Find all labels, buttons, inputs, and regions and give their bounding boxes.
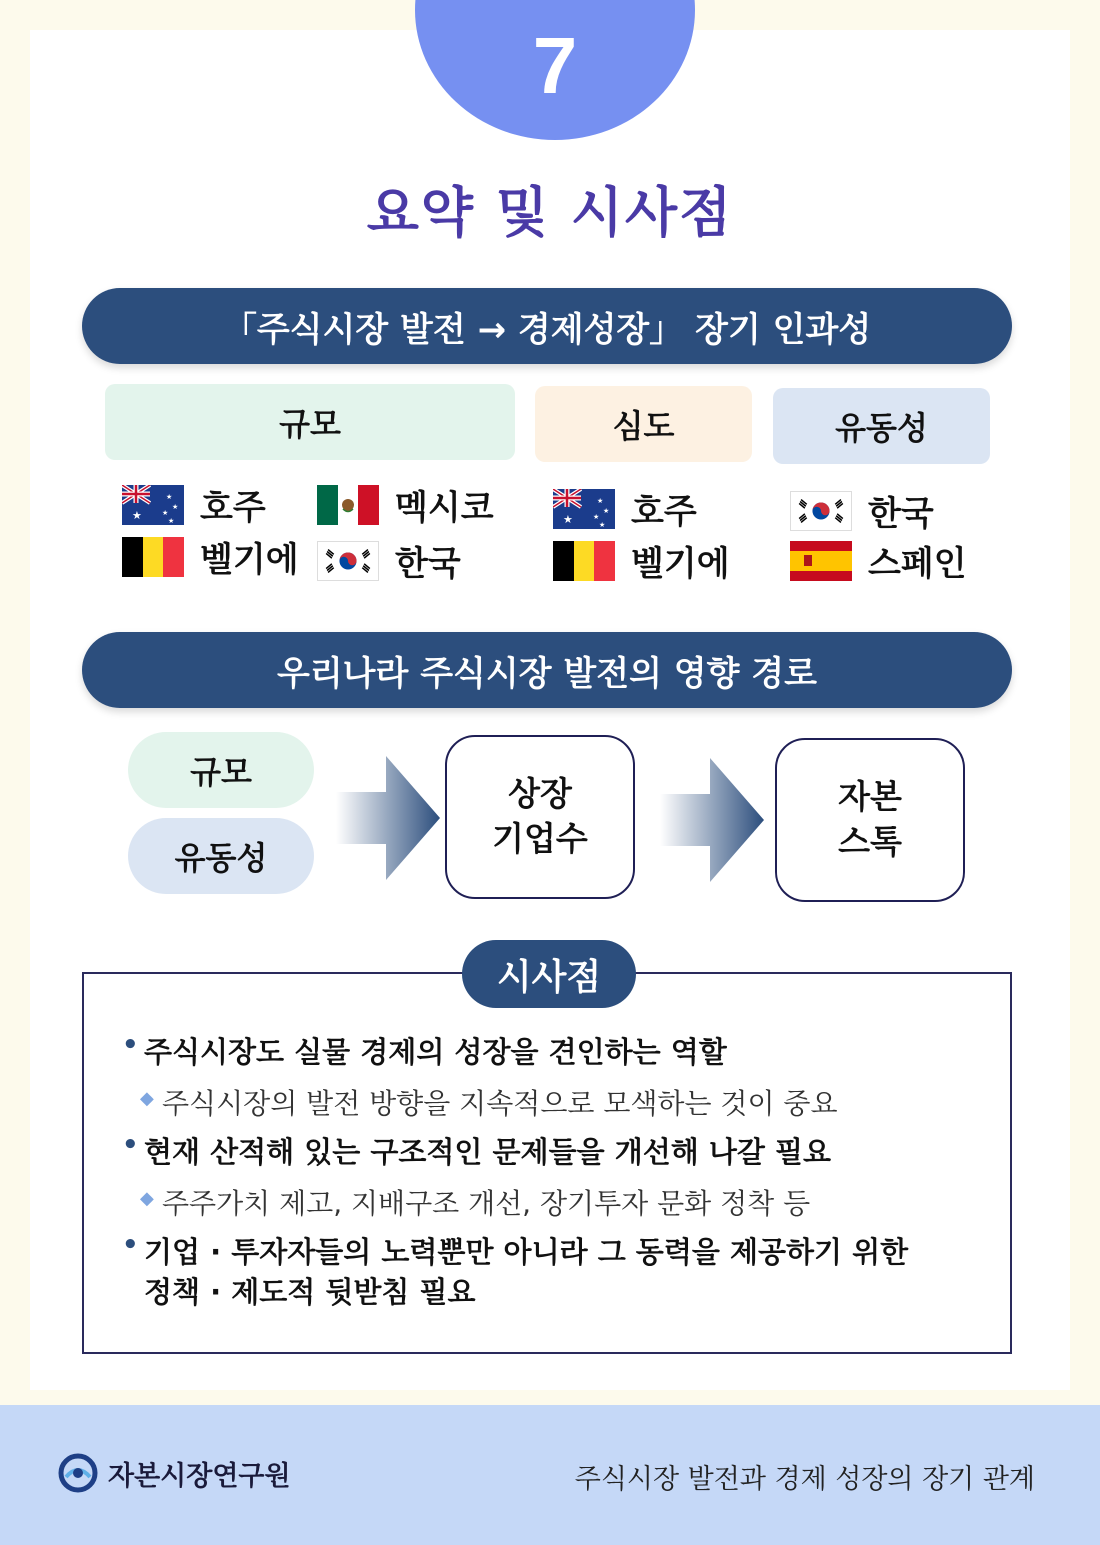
implication-sub [140,1182,810,1222]
country-label: 벨기에 [631,544,730,584]
country-belgium-scale [122,532,299,581]
bullet-text: 주식시장도 실물 경제의 성장을 견인하는 역할 [144,1035,727,1069]
country-mexico-scale [317,480,494,529]
svg-text:★: ★ [162,508,169,517]
category-liquidity: 유동성 [773,388,990,464]
footer [0,1405,1100,1545]
document-title: 주식시장 발전과 경제 성장의 장기 관계 [574,1464,1035,1495]
korea-flag-icon [790,491,852,531]
category-scale: 규모 [105,384,515,460]
listed-companies-box: 상장 기업수 [445,735,635,899]
org-name: 자본시장연구원 [108,1460,291,1492]
implications-title: 시사점 [462,940,636,1008]
input-scale: 규모 [128,732,314,808]
implication-bullet [122,1130,831,1171]
page-number: 7 [532,21,578,110]
implication-sub [140,1082,838,1122]
bullet-text: 기업 · 투자자들의 노력뿐만 아니라 그 동력을 제공하기 위한 [144,1235,909,1269]
input-liquidity: 유동성 [128,818,314,894]
australia-flag-icon [122,485,184,525]
country-label: 멕시코 [395,488,494,528]
country-label: 한국 [395,544,461,584]
page-title: 요약 및 시사점 [366,181,734,244]
svg-text:★: ★ [132,508,142,522]
country-spain-liquidity [790,536,967,585]
svg-text:★: ★ [172,502,179,511]
country-label: 스페인 [868,544,967,584]
country-label: 호주 [631,492,697,532]
country-label: 호주 [200,488,266,528]
bullet-icon: • [122,1130,139,1160]
impact-path-banner: 우리나라 주식시장 발전의 영향 경로 [82,632,1012,708]
bullet-icon: • [122,1030,139,1060]
svg-text:★: ★ [597,496,604,505]
org-logo [58,1453,291,1493]
sub-text: 주주가치 제고, 지배구조 개선, 장기투자 문화 정착 등 [162,1187,811,1220]
country-belgium-depth [553,536,730,585]
country-label: 한국 [868,494,934,534]
country-australia-depth [553,484,697,533]
sub-text: 주식시장의 발전 방향을 지속적으로 모색하는 것이 중요 [162,1087,838,1120]
mexico-flag-icon [317,485,379,525]
belgium-flag-icon [122,537,184,577]
category-depth: 심도 [535,386,752,462]
svg-text:★: ★ [563,512,573,526]
svg-text:★: ★ [168,516,175,525]
country-australia-scale [122,480,266,529]
korea-flag-icon [317,541,379,581]
diamond-icon: ◆ [140,1088,154,1109]
implication-bullet-continuation: 정책 · 제도적 뒷받침 필요 [144,1275,476,1309]
country-korea-scale [317,536,461,585]
spain-flag-icon [790,541,852,581]
country-korea-liquidity [790,486,934,535]
capital-stock-box: 자본 스톡 [775,738,965,902]
implication-bullet [122,1230,908,1271]
causality-banner: 「주식시장 발전 → 경제성장」 장기 인과성 [82,288,1012,364]
bullet-text: 현재 산적해 있는 구조적인 문제들을 개선해 나갈 필요 [144,1135,831,1169]
belgium-flag-icon [553,541,615,581]
svg-text:★: ★ [593,512,600,521]
svg-text:★: ★ [603,506,610,515]
country-label: 벨기에 [200,540,299,580]
implication-bullet [122,1030,727,1071]
arrow-right-icon [336,756,440,880]
arrow-right-icon [660,758,764,882]
australia-flag-icon [553,489,615,529]
svg-text:★: ★ [599,520,606,529]
diamond-icon: ◆ [140,1188,154,1209]
kcmi-logo-icon [58,1453,98,1493]
svg-text:★: ★ [166,492,173,501]
bullet-icon: • [122,1230,139,1260]
